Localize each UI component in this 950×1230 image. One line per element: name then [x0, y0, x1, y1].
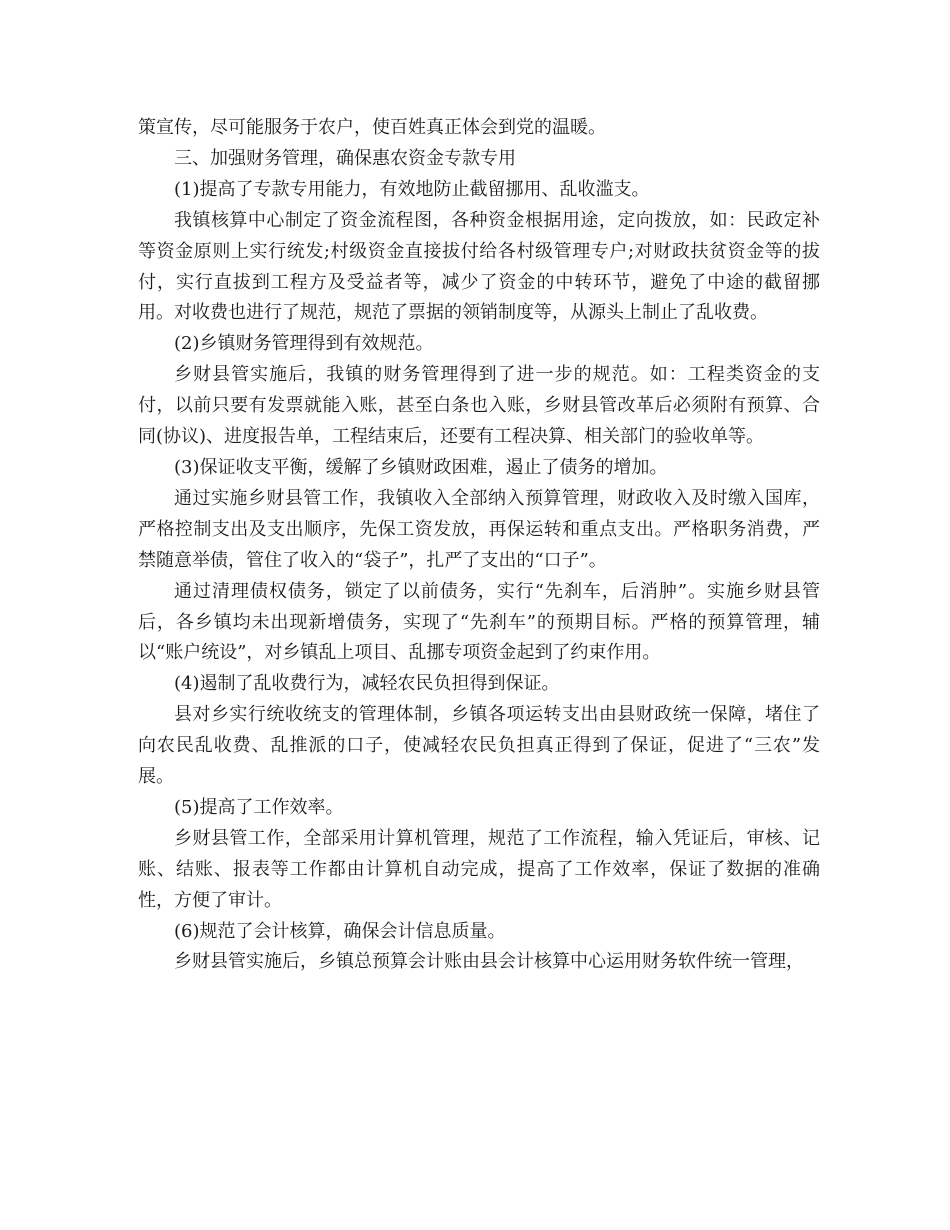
paragraph-accounting: 乡财县管实施后，乡镇总预算会计账由县会计核算中心运用财务软件统一管理，: [174, 951, 804, 973]
subheading-3: (3)保证收支平衡，缓解了乡镇财政困难，遏止了债务的增加。: [174, 456, 668, 478]
section-heading-finance-management: 三、加强财务管理，确保惠农资金专款专用: [174, 147, 516, 169]
subheading-1: (1)提高了专款专用能力，有效地防止截留挪用、乱收滥支。: [174, 178, 650, 200]
paragraph-work-efficiency: 乡财县管工作，全部采用计算机管理，规范了工作流程，输入凭证后，审核、记账、结账、报表等工作都由计算机自动完成，提高了工作效率，保证了数据的准确性，方便了审计。: [138, 827, 820, 911]
paragraph-farmer-burden: 县对乡实行统收统支的管理体制，乡镇各项运转支出由县财政统一保障，堵住了向农民乱收费、乱推派的口子，使减轻农民负担真正得到了保证，促进了“三农”发展。: [138, 704, 820, 788]
paragraph-debt-clearing: 通过清理债权债务，锁定了以前债务，实行“先刹车，后消肿”。实施乡财县管后，各乡镇均未出现新增债务，实现了“先刹车”的预期目标。严格的预算管理，辅以“账户统设”，对乡镇乱上项目、乱挪专项资金起到了约束作用。: [138, 580, 820, 664]
paragraph-finance-regulation: 乡财县管实施后，我镇的财务管理得到了进一步的规范。如：工程类资金的支付，以前只要有发票就能入账，甚至白条也入账，乡财县管改革后必须附有预算、合同(协议)、进度报告单，工程结束后，还要有工程决算、相关部门的验收单等。: [138, 364, 820, 448]
subheading-4: (4)遏制了乱收费行为，减轻农民负担得到保证。: [174, 673, 560, 695]
subheading-2: (2)乡镇财务管理得到有效规范。: [174, 333, 434, 355]
paragraph-continuation: 策宣传，尽可能服务于农户，使百姓真正体会到党的温暖。: [138, 117, 606, 138]
paragraph-budget-management: 通过实施乡财县管工作，我镇收入全部纳入预算管理，财政收入及时缴入国库，严格控制支出及支出顺序，先保工资发放，再保运转和重点支出。严格职务消费，严禁随意举债，管住了收入的“袋子”，扎严了支出的“口子”。: [138, 487, 820, 571]
document-body: [138, 113, 820, 978]
subheading-5: (5)提高了工作效率。: [174, 796, 344, 818]
subheading-6: (6)规范了会计核算，确保会计信息质量。: [174, 920, 506, 942]
paragraph-funds-flow: 我镇核算中心制定了资金流程图，各种资金根据用途，定向拨放，如：民政定补等资金原则上实行统发;村级资金直接拔付给各村级管理专户;对财政扶贫资金等的拔付，实行直拔到工程方及受益者等，减少了资金的中转环节，避免了中途的截留挪用。对收费也进行了规范，规范了票据的领销制度等，从源头上制止了乱收费。: [138, 209, 820, 324]
